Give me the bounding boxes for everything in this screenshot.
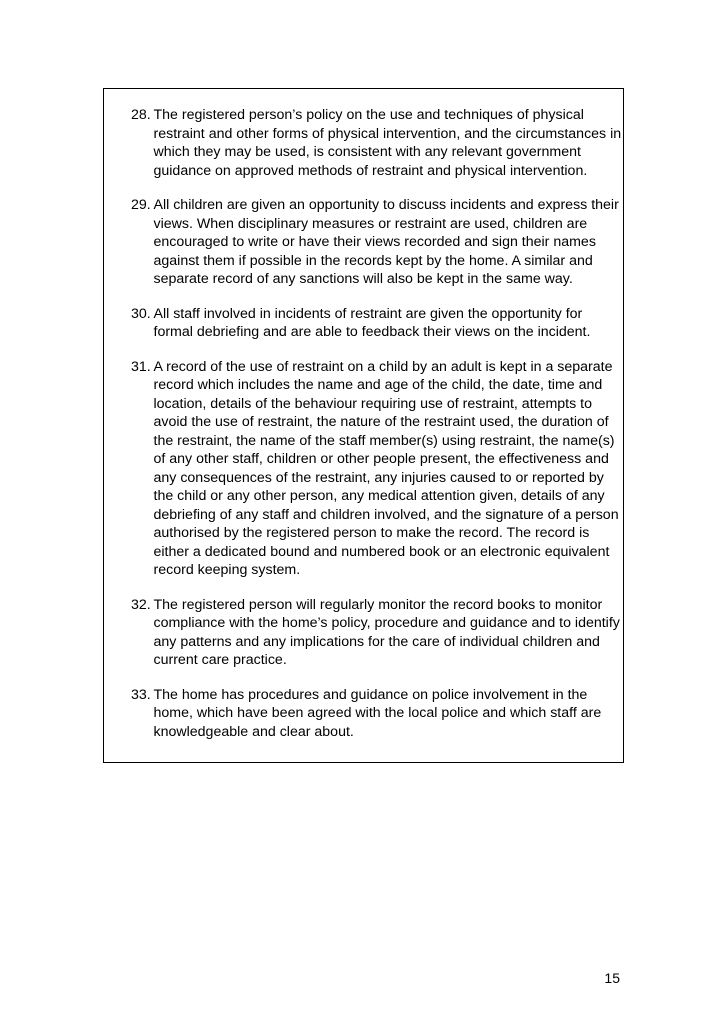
item-number: 33.: [131, 686, 151, 703]
item-number: 31.: [131, 358, 151, 375]
list-item-33: [131, 686, 623, 742]
item-number: 30.: [131, 305, 151, 322]
item-text: All children are given an opportunity to discuss incidents and express their views. When disciplinary measures or restraint are used, children are encouraged to write or have their views recorded and sign their names against them if possible in the records kept by the home. A similar and separate record of any sanctions will also be kept in the same way.: [153, 197, 619, 287]
list-item-30: [131, 305, 623, 342]
list-item-29: [131, 196, 623, 289]
item-text: A record of the use of restraint on a child by an adult is kept in a separate record which includes the name and age of the child, the date, time and location, details of the behaviour requiring use of restraint, attempts to avoid the use of restraint, the nature of the restraint used, the duration of the restraint, the name of the staff member(s) using restraint, the name(s) of any other staff, children or other people present, the effectiveness and any consequences of the restraint, any injuries caused to or reported by the child or any other person, any medical attention given, details of any debriefing of any staff and children involved, and the signature of a person authorised by the registered person to make the record. The record is either a dedicated bound and numbered book or an electronic equivalent record keeping system.: [153, 358, 619, 578]
item-text: All staff involved in incidents of restraint are given the opportunity for formal debriefing and are able to feedback their views on the incident.: [153, 305, 591, 340]
item-text: The registered person’s policy on the use and techniques of physical restraint and other forms of physical intervention, and the circumstances in which they may be used, is consistent with any relevant government guidance on approved methods of restraint and physical intervention.: [153, 107, 622, 179]
list-item-28: [131, 106, 623, 180]
item-text: The home has procedures and guidance on police involvement in the home, which have been agreed with the local police and which staff are knowledgeable and clear about.: [153, 686, 602, 740]
page-number: 15: [604, 970, 620, 986]
item-number: 32.: [131, 596, 151, 613]
list-item-32: [131, 596, 623, 670]
item-text: The registered person will regularly monitor the record books to monitor compliance with the home’s policy, procedure and guidance and to identify any patterns and any implications for the care of individual children and current care practice.: [153, 596, 620, 668]
item-number: 29.: [131, 197, 151, 213]
list-item-31: [131, 358, 623, 580]
numbered-standards-list: [131, 106, 623, 757]
item-number: 28.: [131, 107, 151, 123]
